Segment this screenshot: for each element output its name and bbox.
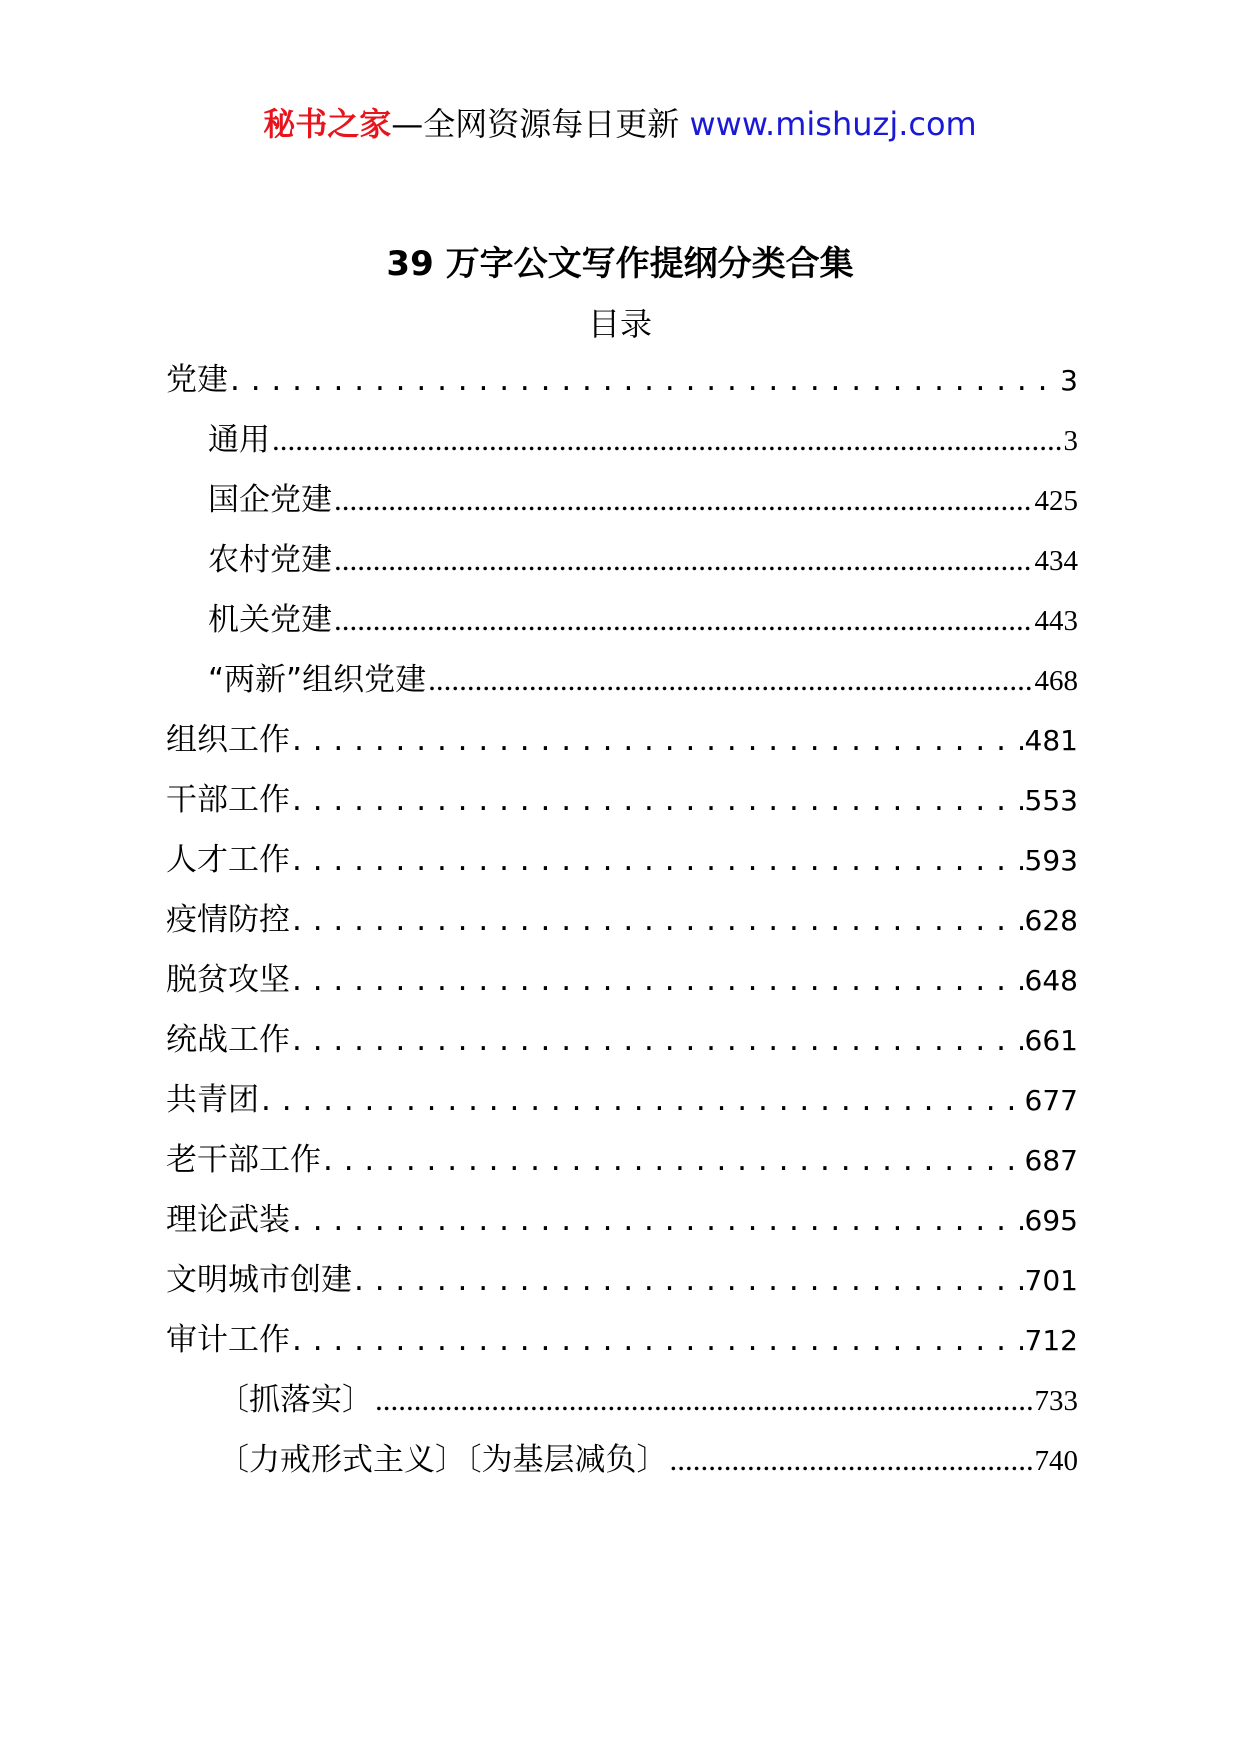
toc-entry-page-number: 628 — [1024, 904, 1078, 937]
toc-entry-label: 党建 — [166, 362, 228, 398]
toc-entry-page-number: 661 — [1024, 1024, 1078, 1057]
toc-dot-leader — [292, 1196, 1023, 1244]
site-header — [0, 100, 1240, 148]
toc-entry-page-number: 434 — [1034, 545, 1078, 577]
toc-entry-page-number: 712 — [1024, 1324, 1078, 1357]
toc-entry[interactable] — [166, 1436, 1078, 1496]
toc-entry-label: “两新”组织党建 — [208, 662, 427, 698]
toc-entry-label: 文明城市创建 — [166, 1262, 352, 1298]
toc-entry-page-number: 687 — [1024, 1144, 1078, 1177]
toc-entry-page-number: 701 — [1024, 1264, 1078, 1297]
toc-dot-leader — [334, 476, 1033, 524]
toc-dot-leader — [292, 1316, 1023, 1364]
toc-entry-page-number: 733 — [1034, 1385, 1078, 1417]
toc-entry-label: 统战工作 — [166, 1022, 290, 1058]
toc-entry-label: 通用 — [208, 422, 270, 458]
toc-dot-leader — [292, 716, 1023, 764]
toc-entry-page-number: 593 — [1024, 844, 1078, 877]
toc-dot-leader — [334, 596, 1033, 644]
toc-entry-label: 农村党建 — [208, 542, 332, 578]
toc-heading: 目录 — [587, 305, 652, 343]
toc-entry[interactable] — [166, 956, 1078, 1016]
brand-name: 秘书之家 — [263, 105, 392, 143]
toc-dot-leader — [272, 416, 1062, 464]
toc-entry[interactable] — [166, 536, 1078, 596]
toc-dot-leader — [292, 896, 1023, 944]
toc-entry[interactable] — [166, 1076, 1078, 1136]
toc-entry[interactable] — [166, 1256, 1078, 1316]
toc-entry-label: 共青团 — [166, 1082, 259, 1118]
toc-entry-page-number: 3 — [1060, 364, 1078, 397]
document-title: 39 万字公文写作提纲分类合集 — [386, 244, 854, 284]
toc-entry-label: 国企党建 — [208, 482, 332, 518]
toc-entry[interactable] — [166, 1196, 1078, 1256]
toc-entry-label: 疫情防控 — [166, 902, 290, 938]
toc-dot-leader — [261, 1076, 1023, 1124]
toc-dot-leader — [334, 536, 1033, 584]
toc-entry-label: 机关党建 — [208, 602, 332, 638]
toc-entry-label: 〔力戒形式主义〕〔为基层减负〕 — [218, 1442, 668, 1478]
toc-entry[interactable] — [166, 776, 1078, 836]
toc-dot-leader — [670, 1436, 1033, 1484]
table-of-contents — [166, 356, 1078, 1496]
toc-entry[interactable] — [166, 656, 1078, 716]
toc-entry-label: 理论武装 — [166, 1202, 290, 1238]
toc-entry-label: 脱贫攻坚 — [166, 962, 290, 998]
toc-entry[interactable] — [166, 896, 1078, 956]
toc-dot-leader — [292, 776, 1023, 824]
toc-entry[interactable] — [166, 1136, 1078, 1196]
toc-entry[interactable] — [166, 356, 1078, 416]
toc-entry-page-number: 553 — [1024, 784, 1078, 817]
toc-entry-page-number: 648 — [1024, 964, 1078, 997]
toc-entry-label: 组织工作 — [166, 722, 290, 758]
toc-dot-leader — [292, 1016, 1023, 1064]
toc-entry-label: 老干部工作 — [166, 1142, 321, 1178]
toc-entry-page-number: 468 — [1034, 665, 1078, 697]
site-link[interactable]: www.mishuzj.com — [689, 105, 977, 143]
toc-dot-leader — [292, 836, 1023, 884]
toc-entry-page-number: 677 — [1024, 1084, 1078, 1117]
toc-entry-label: 审计工作 — [166, 1322, 290, 1358]
toc-entry[interactable] — [166, 416, 1078, 476]
toc-entry-page-number: 481 — [1024, 724, 1078, 757]
toc-dot-leader — [375, 1376, 1033, 1424]
toc-entry-label: 人才工作 — [166, 842, 290, 878]
toc-entry[interactable] — [166, 476, 1078, 536]
header-tagline: —全网资源每日更新 — [391, 105, 690, 143]
toc-entry-page-number: 695 — [1024, 1204, 1078, 1237]
toc-entry-page-number: 425 — [1034, 485, 1078, 517]
toc-dot-leader — [230, 356, 1058, 404]
toc-dot-leader — [428, 656, 1032, 704]
toc-entry[interactable] — [166, 1376, 1078, 1436]
toc-dot-leader — [323, 1136, 1023, 1184]
toc-entry-page-number: 443 — [1034, 605, 1078, 637]
toc-entry-label: 〔抓落实〕 — [218, 1382, 373, 1418]
toc-entry[interactable] — [166, 1016, 1078, 1076]
toc-entry[interactable] — [166, 596, 1078, 656]
toc-dot-leader — [354, 1256, 1023, 1304]
toc-entry[interactable] — [166, 716, 1078, 776]
toc-entry-label: 干部工作 — [166, 782, 290, 818]
toc-entry[interactable] — [166, 836, 1078, 896]
toc-entry[interactable] — [166, 1316, 1078, 1376]
toc-entry-page-number: 740 — [1034, 1445, 1078, 1477]
toc-entry-page-number: 3 — [1063, 425, 1078, 457]
toc-dot-leader — [292, 956, 1023, 1004]
